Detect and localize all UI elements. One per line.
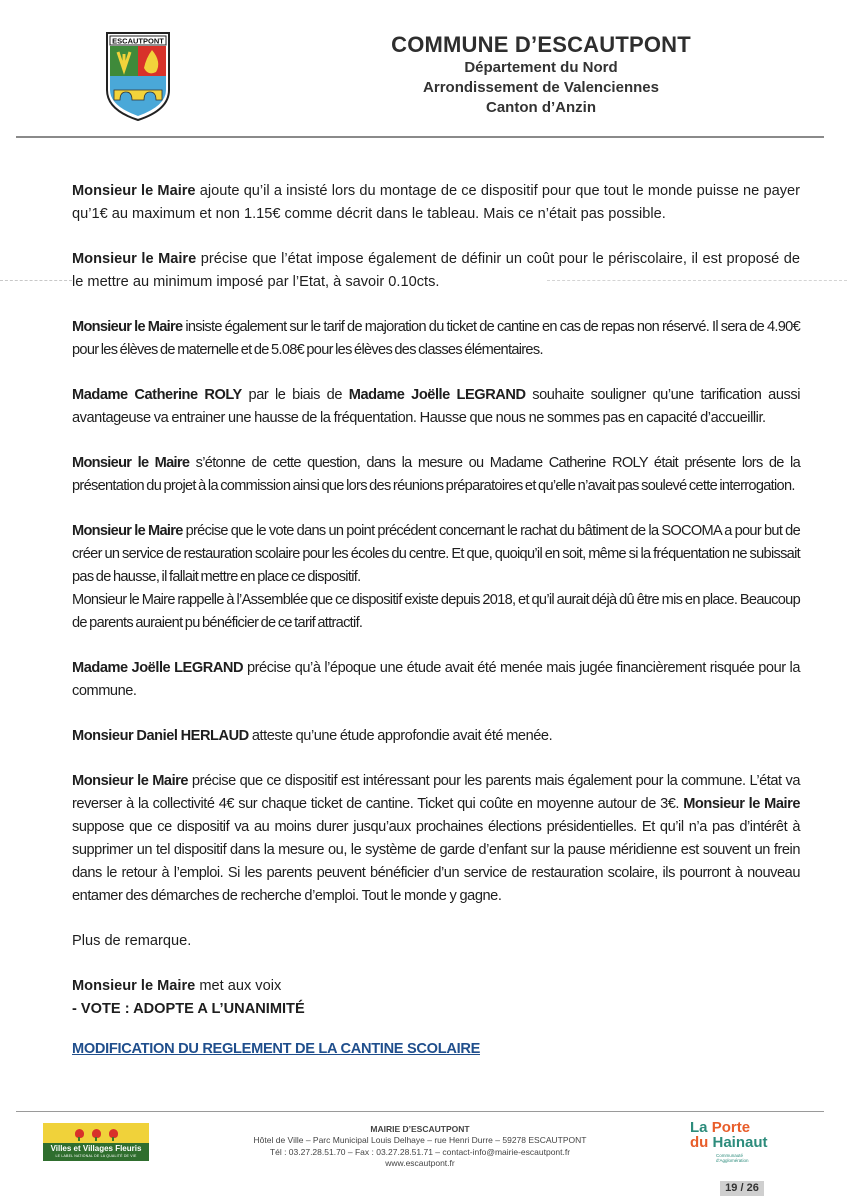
speaker: Madame Catherine ROLY — [72, 387, 242, 403]
speaker: Monsieur le Maire — [72, 773, 189, 789]
remark: Plus de remarque. — [72, 933, 192, 949]
flower-icon — [75, 1129, 84, 1138]
arrondissement-line: Arrondissement de Valenciennes — [423, 79, 659, 96]
document-body — [72, 180, 800, 1057]
flowers-banner — [43, 1123, 149, 1143]
porte-logo-line1 — [690, 1120, 790, 1135]
page-number: 19 / 26 — [720, 1181, 764, 1196]
department-line: Département du Nord — [464, 59, 618, 76]
commune-heading — [372, 32, 710, 118]
porte-du-hainaut-logo — [690, 1120, 790, 1163]
paragraph-text: souhaite souligner qu’une tarification aussi avantageuse va entrainer une hausse de la fréquentation. Hausse que nous ne sommes pas en capacité d’accueillir. — [72, 387, 800, 426]
paragraph-text: précise que ce dispositif est intéressant pour les parents mais également pour la commune. L’état va reverser à la collectivité 4€ sur chaque ticket de cantine. Ticket qui coûte en moyenne autour de 3€. — [72, 773, 800, 812]
flower-icon — [109, 1129, 118, 1138]
mairie-contact — [205, 1124, 635, 1170]
speaker: Monsieur le Maire — [72, 523, 183, 539]
paragraph-text: précise qu’à l’époque une étude avait été menée mais jugée financièrement risquée pour la commune. — [72, 660, 800, 699]
paragraph-text: par le biais de — [241, 387, 349, 403]
paragraph-text: suppose que ce dispositif va au moins durer jusqu’aux prochaines élections présidentielles. Et qu’il n’a pas d’intérêt à supprimer un tel dispositif dans la mesure ou, le système de garde d’enfant sur la pause méridienne est souvent un frein dans le retour à l’emploi. Si les parents peuvent bénéficier d’un service de restauration scolaire, ils pourront à nouveau entamer des démarches de recherche d’emploi. Tout le monde y gagne. — [72, 819, 800, 904]
speaker: Monsieur le Maire — [72, 319, 183, 335]
porte-word: Hainaut — [712, 1134, 768, 1151]
section-heading: MODIFICATION DU REGLEMENT DE LA CANTINE SCOLAIRE — [72, 1041, 480, 1057]
paragraph — [72, 248, 800, 294]
paragraph — [72, 452, 800, 498]
paragraph — [72, 725, 800, 748]
vote-block — [72, 975, 800, 1021]
speaker: Monsieur le Maire — [72, 978, 196, 994]
vvf-name: Villes et Villages Fleuris — [50, 1144, 142, 1153]
paragraph — [72, 180, 800, 226]
canton-line: Canton d’Anzin — [486, 99, 596, 116]
paragraph — [72, 384, 800, 430]
porte-word: La — [690, 1119, 712, 1136]
paragraph-text: insiste également sur le tarif de majoration du ticket de cantine en cas de repas non réservé. Il sera de 4.90€ pour les élèves de maternelle et de 5.08€ pour les élèves des classes élémentaires. — [72, 319, 800, 358]
paragraph-text: précise que le vote dans un point précédent concernant le rachat du bâtiment de la SOCOMA a pour but de créer un service de restauration scolaire pour les écoles du centre. Et que, quoiqu’il en soit, même si la fréquentation ne subissait pas de hausse, il fallait mettre en place ce dispositif. — [72, 523, 800, 585]
vvf-label — [43, 1143, 149, 1161]
footer-divider — [16, 1111, 824, 1112]
villes-villages-fleuris-logo — [43, 1123, 149, 1161]
svg-text:ESCAUTPONT: ESCAUTPONT — [112, 36, 164, 46]
mairie-title: MAIRIE D’ESCAUTPONT — [370, 1124, 470, 1134]
porte-word: du — [690, 1134, 713, 1151]
paragraph — [72, 657, 800, 703]
speaker: Monsieur Daniel HERLAUD — [72, 728, 249, 744]
header-divider — [16, 136, 824, 138]
paragraph-text: ajoute qu’il a insisté lors du montage de ce dispositif pour que tout le monde puisse ne payer qu’1€ au maximum et non 1.15€ comme décrit dans le tableau. Mais ce n’était pas possible. — [72, 183, 800, 222]
speaker: Monsieur le Maire — [72, 455, 190, 471]
flower-icon — [92, 1129, 101, 1138]
speaker: Madame Joëlle LEGRAND — [348, 387, 526, 403]
paragraph-text: s’étonne de cette question, dans la mesure ou Madame Catherine ROLY était présente lors de la présentation du projet à la commission ainsi que lors des réunions préparatoires et qu’elle n’avait pas soulevé cette interrogation. — [72, 455, 800, 494]
paragraph — [72, 770, 800, 908]
speaker: Monsieur le Maire — [683, 796, 800, 812]
escautpont-crest-icon — [104, 30, 172, 122]
paragraph — [72, 520, 800, 635]
speaker: Madame Joëlle LEGRAND — [72, 660, 244, 676]
porte-logo-line2 — [690, 1135, 790, 1150]
commune-title: COMMUNE D’ESCAUTPONT — [391, 32, 691, 57]
speaker: Monsieur le Maire — [72, 251, 197, 267]
vvf-tagline: LE LABEL NATIONAL DE LA QUALITÉ DE VIE — [55, 1154, 137, 1158]
scan-artifact-line — [0, 280, 72, 281]
porte-sub-line: Communauté — [716, 1153, 744, 1158]
speaker: Monsieur le Maire — [72, 183, 196, 199]
letterhead — [0, 0, 849, 140]
mairie-address: Hôtel de Ville – Parc Municipal Louis Delhaye – rue Henri Durre – 59278 ESCAUTPONT — [253, 1135, 587, 1145]
paragraph-text: précise que l’état impose également de définir un coût pour le périscolaire, il est proposé de le mettre au minimum imposé par l’Etat, à savoir 0.10cts. — [72, 251, 800, 290]
porte-word: Porte — [711, 1119, 751, 1136]
porte-subtitle — [716, 1153, 790, 1163]
paragraph-text: atteste qu’une étude approfondie avait été menée. — [248, 728, 553, 744]
paragraph-text: Monsieur le Maire rappelle à l’Assemblée que ce dispositif existe depuis 2018, et qu’il aurait déjà dû être mis en place. Beaucoup de parents auraient pu bénéficier de ce tarif attractif. — [72, 592, 800, 631]
paragraph — [72, 316, 800, 362]
porte-sub-line: d’Agglomération — [716, 1158, 749, 1163]
vote-result: - VOTE : ADOPTE A L’UNANIMITÉ — [72, 1001, 305, 1017]
mairie-phone-email: Tél : 03.27.28.51.70 – Fax : 03.27.28.51.71 – contact-info@mairie-escautpont.fr — [269, 1146, 571, 1157]
vote-intro: met aux voix — [195, 978, 282, 994]
mairie-website: www.escautpont.fr — [385, 1158, 455, 1168]
